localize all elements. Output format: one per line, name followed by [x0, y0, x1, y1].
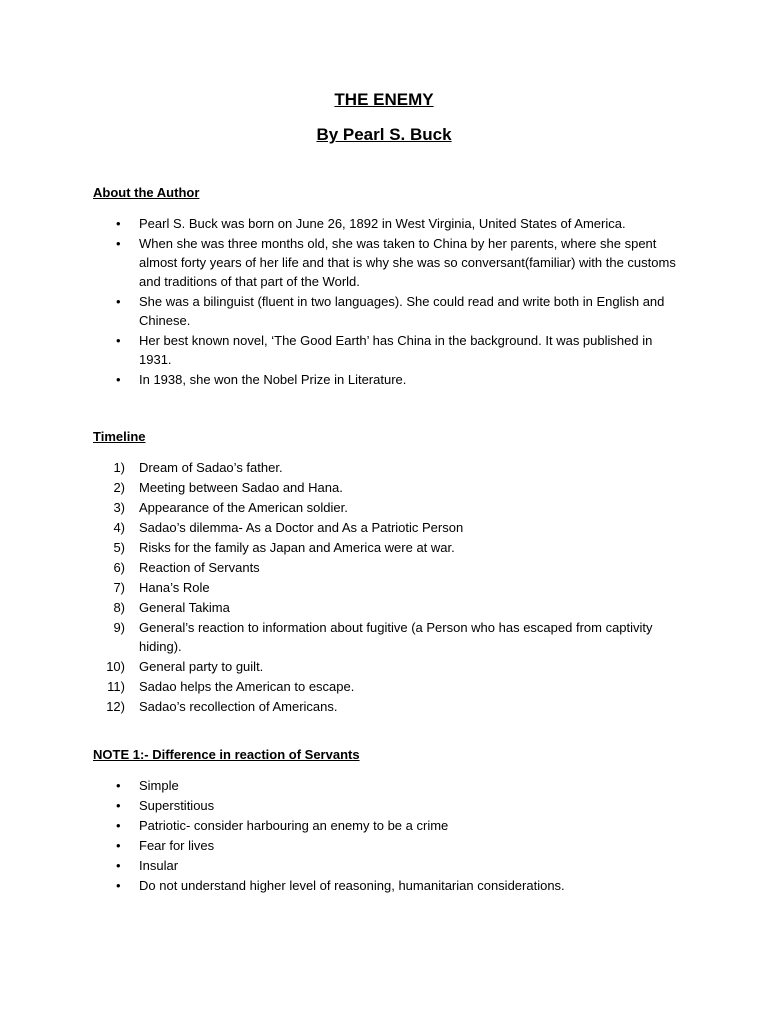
timeline-number: 8): [113, 600, 125, 615]
timeline-number: 12): [106, 699, 125, 714]
bullet-icon: •: [116, 858, 121, 873]
bullet-icon: •: [116, 333, 121, 348]
timeline-item-text: General’s reaction to information about fugitive (a Person who has escaped from captivity hiding).: [139, 620, 653, 654]
note1-heading: NOTE 1:- Difference in reaction of Servants: [93, 747, 360, 762]
note1-item: [0, 776, 679, 795]
timeline-number: 5): [113, 540, 125, 555]
note1-item-text: Insular: [139, 858, 179, 873]
bullet-icon: •: [116, 216, 121, 231]
note1-item-text: Do not understand higher level of reasoning, humanitarian considerations.: [139, 878, 565, 893]
note1-item-text: Superstitious: [139, 798, 215, 813]
bullet-icon: •: [116, 294, 121, 309]
note1-item-text: Fear for lives: [139, 838, 215, 853]
bullet-icon: •: [116, 778, 121, 793]
timeline-item: [0, 558, 679, 577]
timeline-item-text: Risks for the family as Japan and America were at war.: [139, 540, 455, 555]
timeline-item: [0, 478, 679, 497]
timeline-item: [0, 598, 679, 617]
document-title: THE ENEMY: [334, 90, 434, 109]
bullet-icon: •: [116, 236, 121, 251]
timeline-heading: Timeline: [93, 429, 146, 444]
timeline-item: [0, 677, 679, 696]
timeline-item-text: Sadao’s dilemma- As a Doctor and As a Patriotic Person: [139, 520, 464, 535]
timeline-number: 6): [113, 560, 125, 575]
bullet-icon: •: [116, 878, 121, 893]
about-list: [0, 214, 768, 390]
timeline-item-text: Meeting between Sadao and Hana.: [139, 480, 343, 495]
about-item: [0, 214, 679, 233]
note1-item: [0, 836, 679, 855]
timeline-item: [0, 657, 679, 676]
timeline-item-text: Sadao’s recollection of Americans.: [139, 699, 338, 714]
timeline-item-text: Appearance of the American soldier.: [139, 500, 348, 515]
note1-item: [0, 876, 679, 895]
timeline-item: [0, 518, 679, 537]
about-heading: About the Author: [93, 185, 200, 200]
bullet-icon: •: [116, 838, 121, 853]
timeline-item-text: Reaction of Servants: [139, 560, 260, 575]
note1-item-text: Patriotic- consider harbouring an enemy to be a crime: [139, 818, 449, 833]
about-item: [0, 292, 679, 330]
timeline-item-text: General party to guilt.: [139, 659, 264, 674]
document-subtitle: By Pearl S. Buck: [316, 125, 452, 144]
timeline-number: 11): [107, 679, 125, 694]
about-item: [0, 370, 679, 389]
timeline-item-text: Sadao helps the American to escape.: [139, 679, 355, 694]
timeline-number: 3): [113, 500, 125, 515]
about-item-text: Her best known novel, ‘The Good Earth’ has China in the background. It was published in 1931.: [139, 333, 653, 367]
note1-list: [0, 776, 768, 896]
timeline-item-text: Hana’s Role: [139, 580, 210, 595]
bullet-icon: •: [116, 818, 121, 833]
about-item-text: When she was three months old, she was taken to China by her parents, where she spent almost forty years of her life and that is why she was so conversant(familiar) with the customs and traditions of that part of the World.: [139, 236, 676, 289]
timeline-number: 1): [113, 460, 125, 475]
about-item-text: In 1938, she won the Nobel Prize in Literature.: [139, 372, 407, 387]
timeline-item-text: Dream of Sadao’s father.: [139, 460, 283, 475]
timeline-item-text: General Takima: [139, 600, 230, 615]
timeline-item: [0, 618, 679, 656]
note1-item: [0, 856, 679, 875]
about-item-text: She was a bilinguist (fluent in two languages). She could read and write both in English and Chinese.: [139, 294, 665, 328]
timeline-item: [0, 458, 679, 477]
timeline-number: 7): [113, 580, 125, 595]
timeline-item: [0, 578, 679, 597]
note1-item: [0, 816, 679, 835]
about-item: [0, 234, 679, 291]
note1-item-text: Simple: [139, 778, 179, 793]
about-item: [0, 331, 679, 369]
bullet-icon: •: [116, 372, 121, 387]
timeline-list: [0, 458, 768, 717]
timeline-number: 9): [113, 620, 125, 635]
bullet-icon: •: [116, 798, 121, 813]
timeline-number: 4): [113, 520, 125, 535]
note1-item: [0, 796, 679, 815]
timeline-item: [0, 538, 679, 557]
timeline-item: [0, 697, 679, 716]
about-item-text: Pearl S. Buck was born on June 26, 1892 in West Virginia, United States of America.: [139, 216, 626, 231]
timeline-number: 2): [113, 480, 125, 495]
timeline-number: 10): [106, 659, 125, 674]
timeline-item: [0, 498, 679, 517]
